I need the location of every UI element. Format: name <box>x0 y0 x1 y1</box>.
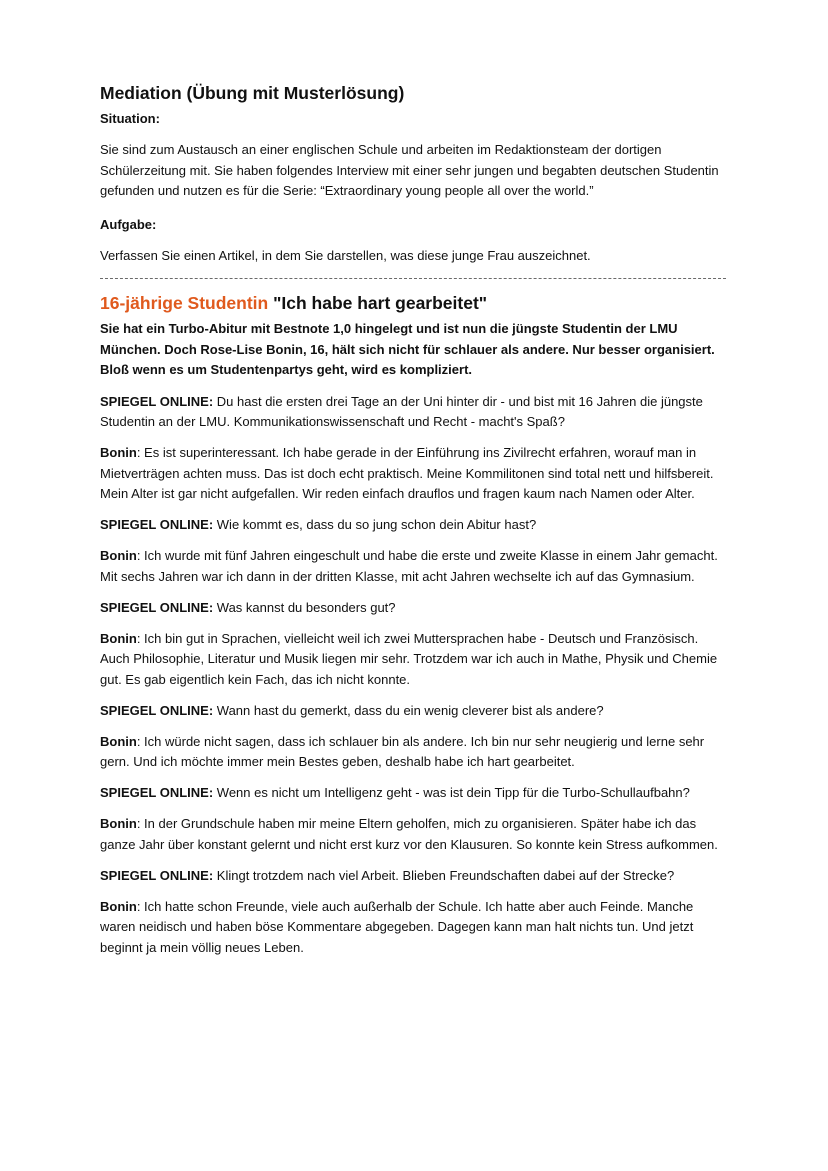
interview-paragraph <box>100 629 726 691</box>
task-text: Verfassen Sie einen Artikel, in dem Sie darstellen, was diese junge Frau auszeichnet. <box>100 247 591 263</box>
speaker-text: : In der Grundschule haben mir meine Eltern geholfen, mich zu organisieren. Später habe ich das ganze Jahr über konstant gelernt und nicht erst kurz vor den Klausuren. So konnte kein Stress aufkommen. <box>100 816 718 852</box>
document-page <box>100 82 726 969</box>
article-lead: Sie hat ein Turbo-Abitur mit Bestnote 1,0 hingelegt und ist nun die jüngste Studentin der LMU München. Doch Rose-Lise Bonin, 16, hält sich nicht für schlauer als andere. Nur besser organisiert. Bloß wenn es um Studentenpartys geht, wird es kompliziert. <box>100 321 715 377</box>
page-title: Mediation (Übung mit Musterlösung) <box>100 83 405 103</box>
speaker-text: Wenn es nicht um Intelligenz geht - was ist dein Tipp für die Turbo-Schullaufbahn? <box>213 785 690 800</box>
speaker-label: Bonin <box>100 898 137 914</box>
speaker-label: Bonin <box>100 548 137 563</box>
interview-paragraph <box>100 783 726 804</box>
speaker-label: SPIEGEL ONLINE: <box>100 785 214 800</box>
dashed-divider <box>100 278 726 279</box>
interview-paragraph <box>100 598 726 619</box>
interview-paragraph <box>100 866 726 887</box>
interview-paragraph <box>100 814 726 855</box>
task-label: Aufgabe: <box>100 216 157 232</box>
speaker-text: Was kannst du besonders gut? <box>213 599 396 615</box>
speaker-label: Bonin <box>100 733 137 749</box>
interview-paragraph <box>100 392 726 433</box>
interview-paragraph <box>100 732 726 773</box>
speaker-label: SPIEGEL ONLINE: <box>100 867 214 883</box>
situation-label: Situation: <box>100 111 160 126</box>
headline-quote: "Ich habe hart gearbeitet" <box>268 293 488 313</box>
speaker-label: SPIEGEL ONLINE: <box>100 599 214 615</box>
speaker-text: : Ich wurde mit fünf Jahren eingeschult und habe die erste und zweite Klasse in einem Jahr gemacht. Mit sechs Jahren war ich dann in der dritten Klasse, mit acht Jahren wechselte ich auf das Gymnasium. <box>100 548 718 584</box>
interview-paragraph <box>100 443 726 505</box>
speaker-text: : Ich bin gut in Sprachen, vielleicht weil ich zwei Muttersprachen habe - Deutsch und Französisch. Auch Philosophie, Literatur und Musik liegen mir sehr. Trotzdem war ich auch in Mathe, Physik und Chemie gut. Es gab eigentlich kein Fach, das ich nicht konnte. <box>100 630 718 687</box>
speaker-label: SPIEGEL ONLINE: <box>100 393 214 409</box>
article-headline <box>100 291 726 315</box>
interview-paragraph <box>100 897 726 959</box>
interview-list <box>100 392 726 959</box>
interview-paragraph <box>100 515 726 536</box>
speaker-text: Wann hast du gemerkt, dass du ein wenig cleverer bist als andere? <box>213 702 604 718</box>
speaker-label: Bonin <box>100 445 137 460</box>
speaker-text: : Ich würde nicht sagen, dass ich schlauer bin als andere. Ich bin nur sehr neugierig und lerne sehr gern. Und ich möchte immer mein Bestes geben, deshalb habe ich hart gearbeitet. <box>100 733 705 769</box>
speaker-text: Wie kommt es, dass du so jung schon dein Abitur hast? <box>213 517 537 532</box>
headline-accent: 16-jährige Studentin <box>100 293 269 313</box>
interview-paragraph <box>100 701 726 722</box>
interview-paragraph <box>100 546 726 587</box>
speaker-label: SPIEGEL ONLINE: <box>100 702 214 718</box>
speaker-text: : Es ist superinteressant. Ich habe gerade in der Einführung ins Zivilrecht erfahren, worauf man in Mietverträgen achten muss. Das ist doch echt praktisch. Meine Kommilitonen sind total nett und hilfsbereit. Mein Alter ist gar nicht aufgefallen. Wir reden einfach drauflos und fragen kaum nach Namen oder Alter. <box>100 445 714 501</box>
speaker-text: Du hast die ersten drei Tage an der Uni hinter dir - und bist mit 16 Jahren die jüngste Studentin an der LMU. Kommunikationswissenschaft und Recht - macht's Spaß? <box>100 393 703 429</box>
speaker-text: Klingt trotzdem nach viel Arbeit. Blieben Freundschaften dabei auf der Strecke? <box>213 867 675 883</box>
speaker-label: Bonin <box>100 630 137 646</box>
situation-text: Sie sind zum Austausch an einer englischen Schule und arbeiten im Redaktionsteam der dortigen Schülerzeitung mit. Sie haben folgendes Interview mit einer sehr jungen und begabten deutschen Studentin gefunden und nutzen es für die Serie: “Extraordinary young people all over the world.” <box>100 142 719 198</box>
speaker-text: : Ich hatte schon Freunde, viele auch außerhalb der Schule. Ich hatte aber auch Feinde. Manche waren neidisch und haben böse Kommentare abgegeben. Dagegen kann man halt nichts tun. Und jetzt beginnt ja mein völlig neues Leben. <box>100 898 694 955</box>
speaker-label: Bonin <box>100 816 137 831</box>
speaker-label: SPIEGEL ONLINE: <box>100 517 214 532</box>
